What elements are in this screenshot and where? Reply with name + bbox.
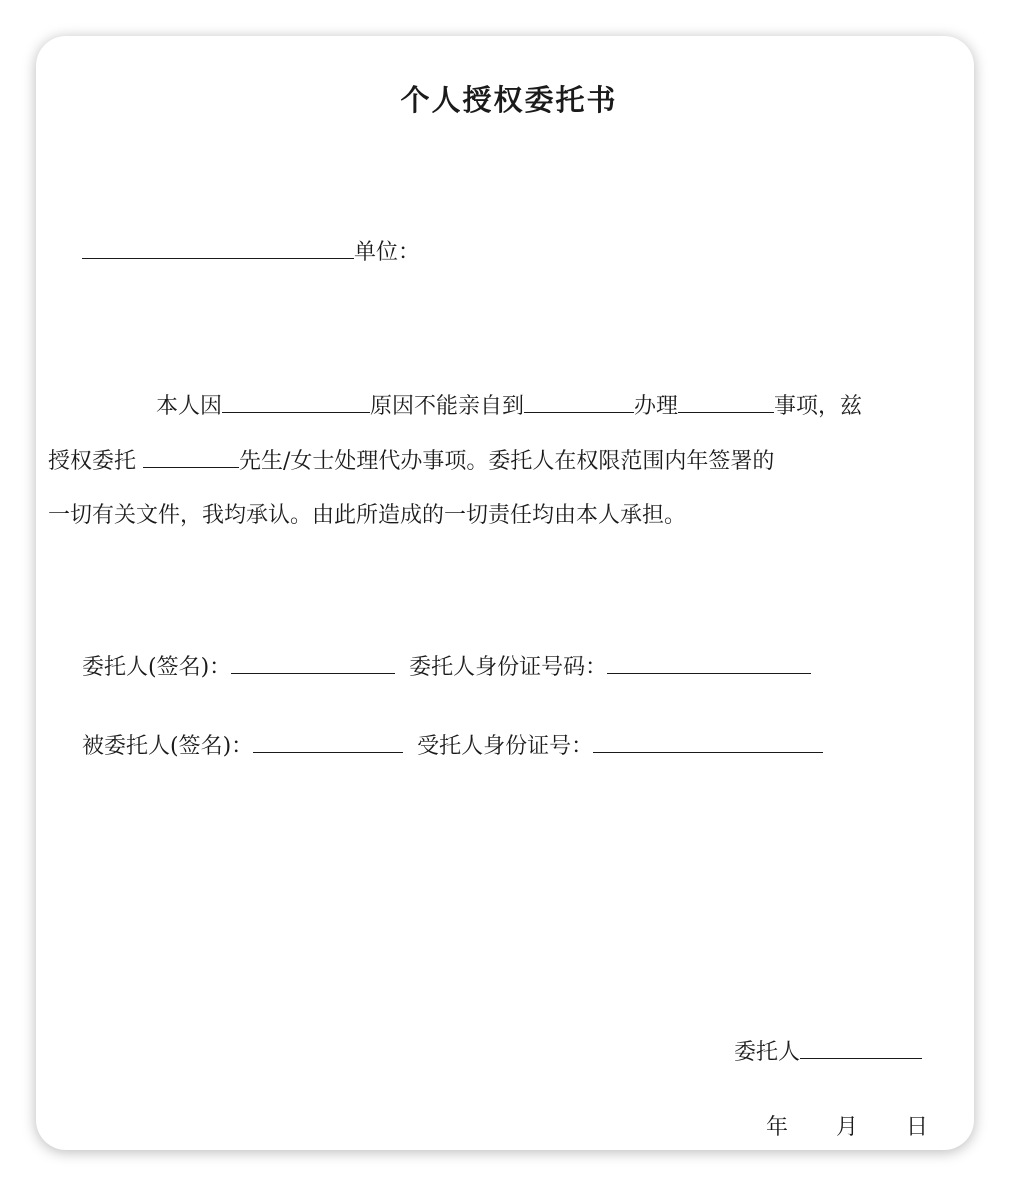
footer-day: 日 (906, 1115, 929, 1140)
unit-blank[interactable] (82, 238, 354, 259)
body-text-reason-intro: 本人因 (156, 394, 223, 419)
agent-sign-label: 被委托人(签名)： (82, 734, 254, 759)
body-text-handle: 办理 (634, 394, 679, 419)
body-line-1 (156, 392, 862, 421)
unit-label: 单位： (354, 240, 421, 265)
footer-principal-label: 委托人 (734, 1040, 801, 1065)
principal-id-blank[interactable] (607, 653, 811, 674)
principal-sign-label: 委托人(签名)： (82, 655, 232, 680)
document-title: 个人授权委托书 (400, 83, 618, 117)
matter-blank[interactable] (678, 392, 774, 413)
body-text-authorize: 授权委托 (48, 449, 137, 474)
principal-signature-line (82, 653, 811, 682)
footer-principal-blank[interactable] (800, 1038, 922, 1059)
agent-sign-blank[interactable] (253, 732, 403, 753)
body-line-2 (48, 447, 774, 476)
agent-name-blank[interactable] (143, 447, 239, 468)
agent-id-label: 受托人身份证号： (417, 734, 594, 759)
body-line-3 (48, 502, 686, 530)
document-page (36, 36, 974, 1150)
reason-blank[interactable] (222, 392, 370, 413)
unit-line (82, 238, 420, 267)
footer-year: 年 (766, 1115, 789, 1140)
principal-sign-blank[interactable] (231, 653, 395, 674)
agent-id-blank[interactable] (593, 732, 823, 753)
principal-id-label: 委托人身份证号码： (409, 655, 608, 680)
body-text-responsibility: 一切有关文件，我均承认。由此所造成的一切责任均由本人承担。 (48, 503, 687, 528)
footer-month: 月 (836, 1115, 859, 1140)
agent-signature-line (82, 732, 823, 761)
footer-date-line (766, 1114, 928, 1142)
footer-principal-line (734, 1038, 922, 1067)
place-blank[interactable] (524, 392, 634, 413)
body-text-matter: 事项，兹 (774, 394, 863, 419)
body-text-agent-handles: 先生/女士处理代办事项。委托人在权限范围内年签署的 (239, 449, 775, 474)
body-text-unable: 原因不能亲自到 (370, 394, 525, 419)
